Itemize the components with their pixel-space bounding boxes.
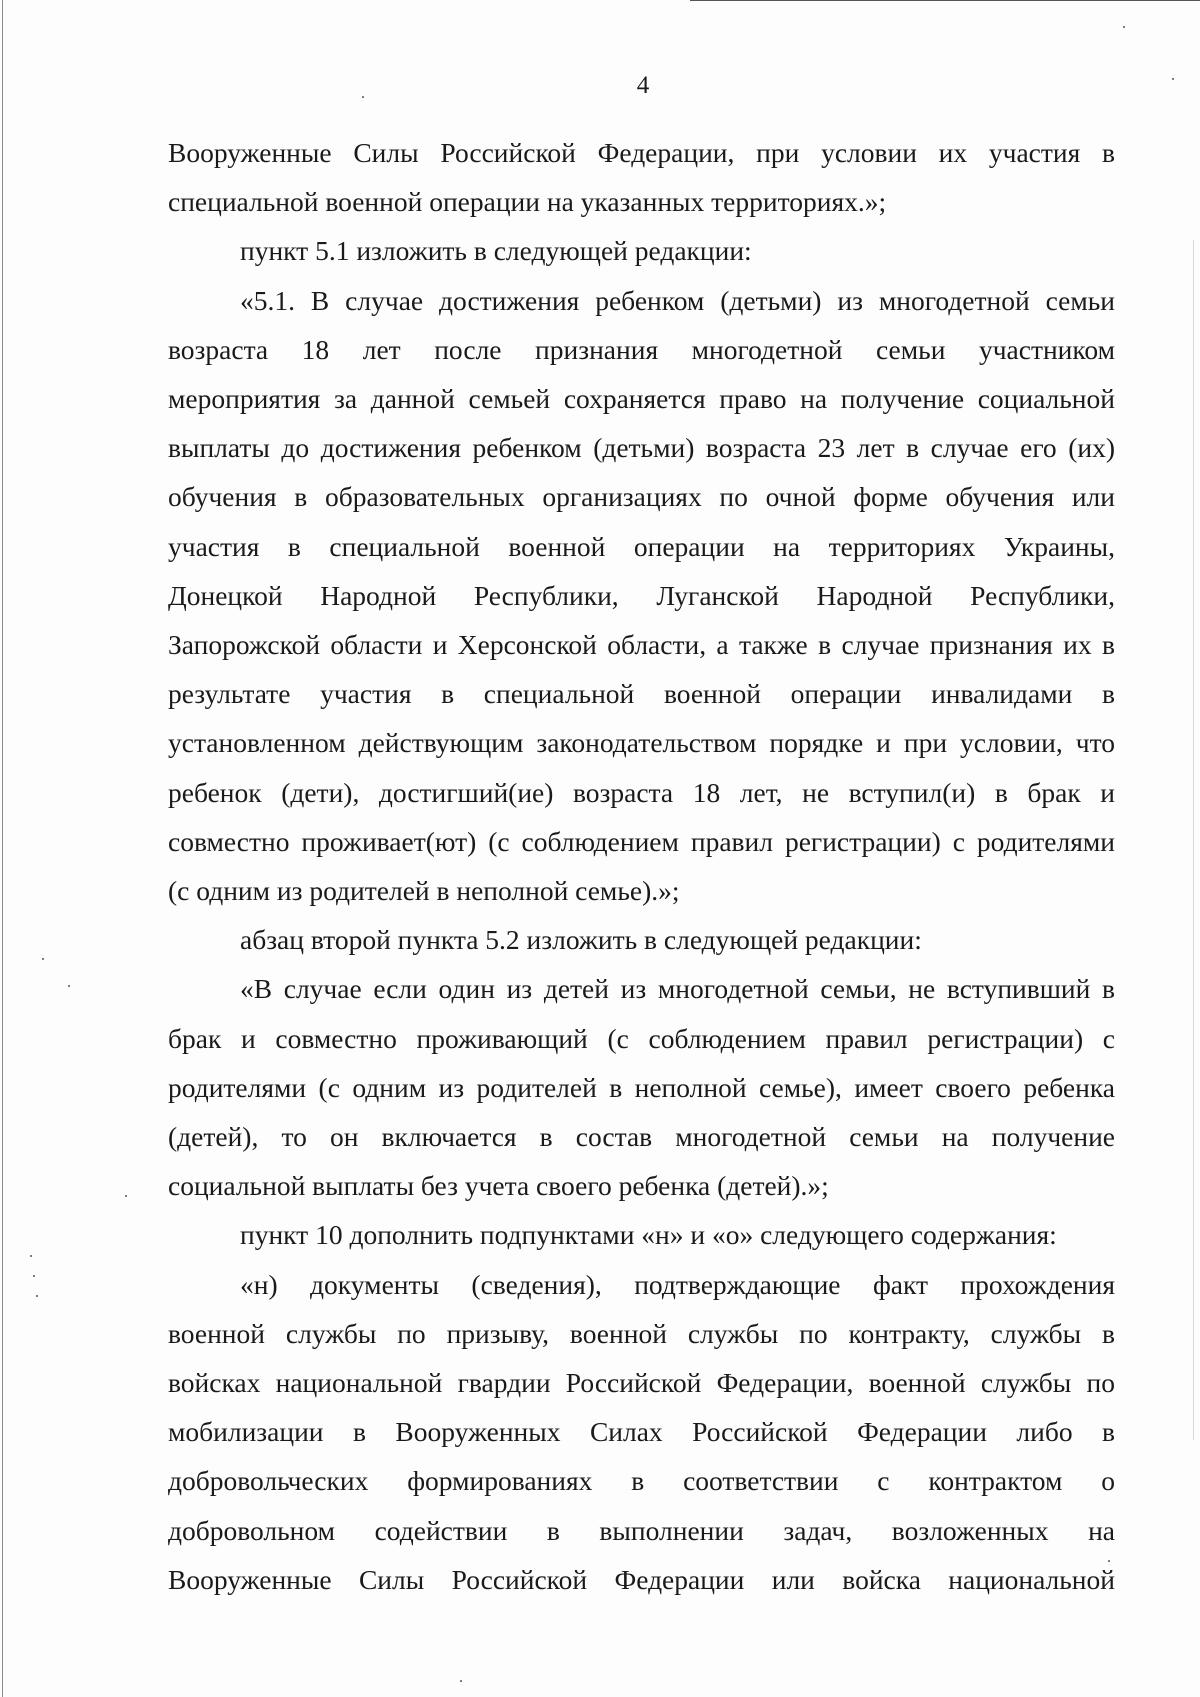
scan-speck [68, 985, 70, 987]
scan-speck [1172, 78, 1174, 80]
text-line: мобилизации в Вооруженных Силах Российской Федерации либо в [168, 1416, 1115, 1448]
scan-edge-right [1193, 240, 1194, 1440]
text-line: брак и совместно проживающий (с соблюдением правил регистрации) с [168, 1022, 1115, 1054]
text-line: выплаты до достижения ребенком (детьми) возраста 23 лет в случае его (их) [168, 432, 1115, 464]
scan-speck [30, 1255, 32, 1257]
scan-speck [42, 958, 44, 960]
text-line: ребенок (дети), достигший(ие) возраста 18 лет, не вступил(и) в брак и [168, 776, 1115, 808]
page-number: 4 [636, 72, 650, 99]
text-line: (с одним из родителей в неполной семье).»; [168, 875, 680, 907]
text-line: установленном действующим законодательством порядке и при условии, что [168, 727, 1115, 759]
text-line: войсках национальной гвардии Российской Федерации, военной службы по [168, 1367, 1115, 1399]
text-line: пункт 10 дополнить подпунктами «н» и «о» следующего содержания: [240, 1219, 1057, 1251]
text-line: «н) документы (сведения), подтверждающие факт прохождения [240, 1268, 1115, 1300]
text-line: абзац второй пункта 5.2 изложить в следующей редакции: [240, 924, 922, 956]
text-line: специальной военной операции на указанных территориях.»; [168, 186, 887, 218]
scan-speck [1123, 26, 1125, 28]
text-line: мероприятия за данной семьей сохраняется право на получение социальной [168, 383, 1115, 415]
scan-speck [362, 96, 364, 98]
text-line: совместно проживает(ют) (с соблюдением правил регистрации) с родителями [168, 825, 1115, 857]
text-line: Вооруженные Силы Российской Федерации, при условии их участия в [168, 137, 1115, 168]
scan-speck [36, 1295, 38, 1297]
text-line: «В случае если один из детей из многодетной семьи, не вступивший в [240, 973, 1115, 1005]
text-line: военной службы по призыву, военной службы по контракту, службы в [168, 1317, 1115, 1349]
text-line: участия в специальной военной операции на территориях Украины, [168, 530, 1115, 562]
scan-speck [125, 1195, 127, 1197]
scan-speck [33, 1275, 35, 1277]
text-line: родителями (с одним из родителей в неполной семье), имеет своего ребенка [168, 1071, 1115, 1103]
scan-speck [460, 1680, 462, 1682]
text-line: социальной выплаты без учета своего ребенка (детей).»; [168, 1170, 829, 1202]
text-line: возраста 18 лет после признания многодетной семьи участником [168, 333, 1115, 365]
text-line: «5.1. В случае достижения ребенком (детьми) из многодетной семьи [240, 284, 1115, 316]
scan-edge-top [690, 0, 1200, 1]
scan-speck [1108, 1560, 1110, 1562]
text-line: Вооруженные Силы Российской Федерации или войска национальной [168, 1563, 1115, 1595]
text-line: добровольческих формированиях в соответствии с контрактом о [168, 1465, 1115, 1497]
text-line: результате участия в специальной военной операции инвалидами в [168, 678, 1115, 710]
text-line: пункт 5.1 изложить в следующей редакции: [240, 235, 752, 267]
text-line: добровольном содействии в выполнении задач, возложенных на [168, 1514, 1115, 1546]
document-body [168, 128, 1115, 1604]
text-line: Донецкой Народной Республики, Луганской Народной Республики, [168, 579, 1115, 611]
text-line: Запорожской области и Херсонской области, а также в случае признания их в [168, 629, 1115, 661]
text-line: обучения в образовательных организациях по очной форме обучения или [168, 481, 1115, 513]
scan-edge-left [2, 0, 3, 1697]
text-line: (детей), то он включается в состав многодетной семьи на получение [168, 1121, 1115, 1153]
